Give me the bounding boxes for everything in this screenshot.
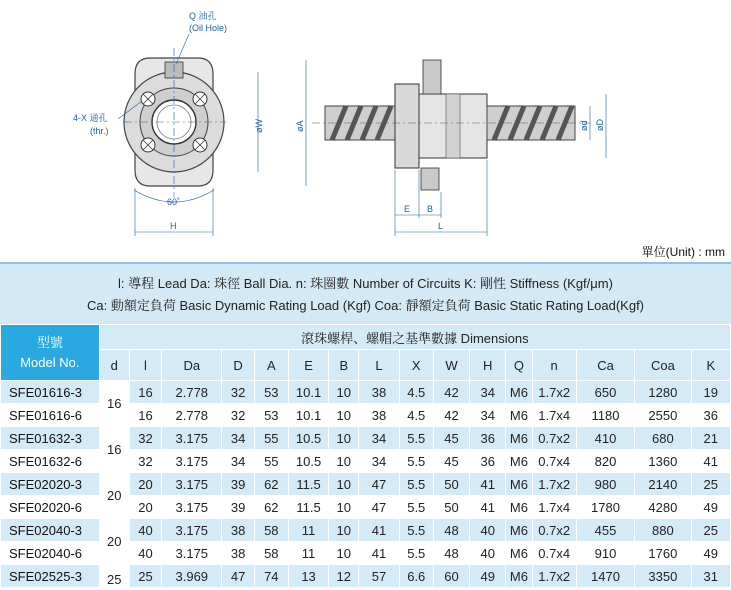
value-cell-l: 16 (129, 404, 161, 427)
value-cell-Ca: 910 (576, 542, 634, 565)
column-header-W: W (433, 350, 469, 381)
value-cell-n: 1.7x2 (532, 473, 576, 496)
value-cell-B: 10 (329, 381, 359, 404)
value-cell-E: 10.5 (288, 450, 328, 473)
table-row (1, 427, 731, 450)
value-cell-n: 1.7x2 (532, 381, 576, 404)
dimensions-title: 滾珠螺桿、螺帽之基準數據 Dimensions (99, 325, 730, 350)
value-cell-Ca: 410 (576, 427, 634, 450)
thru-hole-sub: (thr.) (90, 126, 109, 136)
value-cell-W: 45 (433, 450, 469, 473)
shaft-diameter-cell: 20 (99, 473, 129, 519)
value-cell-W: 48 (433, 542, 469, 565)
value-cell-n: 0.7x2 (532, 427, 576, 450)
value-cell-Coa: 880 (635, 519, 691, 542)
h-dim-label: H (170, 221, 177, 231)
value-cell-B: 10 (329, 519, 359, 542)
value-cell-Q: M6 (506, 542, 532, 565)
value-cell-l: 32 (129, 450, 161, 473)
value-cell-Da: 2.778 (162, 381, 222, 404)
value-cell-D: 38 (222, 519, 254, 542)
value-cell-D: 39 (222, 496, 254, 519)
big-d-dim-label: øD (595, 119, 605, 131)
value-cell-H: 34 (470, 381, 506, 404)
value-cell-l: 25 (129, 565, 161, 588)
value-cell-Ca: 455 (576, 519, 634, 542)
value-cell-E: 10.5 (288, 427, 328, 450)
l-dim-label: L (438, 221, 444, 231)
value-cell-D: 34 (222, 450, 254, 473)
value-cell-Coa: 3350 (635, 565, 691, 588)
value-cell-A: 58 (254, 519, 288, 542)
model-cell: SFE02020-6 (1, 496, 100, 519)
column-header-A: A (254, 350, 288, 381)
model-cell: SFE01616-3 (1, 381, 100, 404)
value-cell-H: 41 (470, 496, 506, 519)
shaft-diameter-cell: 25 (99, 565, 129, 588)
value-cell-B: 10 (329, 473, 359, 496)
table-body (1, 381, 731, 588)
value-cell-Ca: 650 (576, 381, 634, 404)
value-cell-W: 42 (433, 404, 469, 427)
value-cell-D: 39 (222, 473, 254, 496)
angle-label: 60˚ (167, 197, 181, 207)
value-cell-Coa: 2140 (635, 473, 691, 496)
shaft-diameter-cell: 16 (99, 381, 129, 427)
value-cell-n: 0.7x4 (532, 450, 576, 473)
value-cell-H: 36 (470, 427, 506, 450)
value-cell-K: 25 (691, 473, 730, 496)
value-cell-K: 49 (691, 496, 730, 519)
value-cell-Da: 2.778 (162, 404, 222, 427)
legend-box (0, 262, 731, 324)
value-cell-B: 12 (329, 565, 359, 588)
value-cell-l: 32 (129, 427, 161, 450)
value-cell-E: 10.1 (288, 404, 328, 427)
value-cell-Ca: 1180 (576, 404, 634, 427)
value-cell-Coa: 4280 (635, 496, 691, 519)
oil-hole-label: Q 油孔 (189, 11, 217, 21)
value-cell-Da: 3.175 (162, 542, 222, 565)
value-cell-Da: 3.175 (162, 519, 222, 542)
value-cell-L: 38 (359, 381, 399, 404)
value-cell-K: 36 (691, 404, 730, 427)
column-header-Q: Q (506, 350, 532, 381)
value-cell-A: 62 (254, 496, 288, 519)
value-cell-L: 38 (359, 404, 399, 427)
table-row (1, 519, 731, 542)
value-cell-W: 60 (433, 565, 469, 588)
value-cell-K: 49 (691, 542, 730, 565)
model-header-cn: 型號 (36, 334, 63, 350)
value-cell-K: 19 (691, 381, 730, 404)
value-cell-B: 10 (329, 404, 359, 427)
small-d-dim-label: ød (579, 120, 589, 131)
value-cell-Ca: 1470 (576, 565, 634, 588)
model-cell: SFE02040-3 (1, 519, 100, 542)
value-cell-n: 1.7x4 (532, 496, 576, 519)
table-row (1, 473, 731, 496)
value-cell-Q: M6 (506, 565, 532, 588)
value-cell-Ca: 1780 (576, 496, 634, 519)
value-cell-B: 10 (329, 450, 359, 473)
value-cell-A: 74 (254, 565, 288, 588)
model-cell: SFE01632-6 (1, 450, 100, 473)
technical-drawing (0, 0, 731, 240)
value-cell-D: 38 (222, 542, 254, 565)
column-header-d: d (99, 350, 129, 381)
value-cell-L: 41 (359, 542, 399, 565)
column-header-B: B (329, 350, 359, 381)
column-header-E: E (288, 350, 328, 381)
b-dim-label: B (427, 204, 434, 214)
value-cell-A: 55 (254, 450, 288, 473)
value-cell-K: 25 (691, 519, 730, 542)
value-cell-Da: 3.175 (162, 427, 222, 450)
value-cell-A: 58 (254, 542, 288, 565)
value-cell-l: 40 (129, 519, 161, 542)
column-header-L: L (359, 350, 399, 381)
value-cell-A: 55 (254, 427, 288, 450)
value-cell-L: 34 (359, 450, 399, 473)
w-dim-label: øW (254, 119, 264, 133)
value-cell-E: 11 (288, 542, 328, 565)
value-cell-L: 57 (359, 565, 399, 588)
value-cell-l: 16 (129, 381, 161, 404)
a-dim-label: øA (295, 120, 305, 132)
value-cell-n: 1.7x2 (532, 565, 576, 588)
value-cell-B: 10 (329, 542, 359, 565)
column-header-l: l (129, 350, 161, 381)
value-cell-Da: 3.175 (162, 450, 222, 473)
value-cell-X: 4.5 (399, 404, 433, 427)
value-cell-Coa: 1360 (635, 450, 691, 473)
value-cell-l: 20 (129, 473, 161, 496)
value-cell-L: 34 (359, 427, 399, 450)
value-cell-E: 11.5 (288, 496, 328, 519)
value-cell-H: 40 (470, 542, 506, 565)
column-header-X: X (399, 350, 433, 381)
value-cell-Ca: 980 (576, 473, 634, 496)
column-header-Da: Da (162, 350, 222, 381)
value-cell-K: 41 (691, 450, 730, 473)
value-cell-D: 32 (222, 404, 254, 427)
value-cell-X: 5.5 (399, 473, 433, 496)
value-cell-X: 5.5 (399, 450, 433, 473)
value-cell-E: 11 (288, 519, 328, 542)
value-cell-Q: M6 (506, 404, 532, 427)
thru-hole-label: 4-X 通孔 (73, 113, 108, 123)
value-cell-D: 32 (222, 381, 254, 404)
value-cell-n: 1.7x4 (532, 404, 576, 427)
value-cell-B: 10 (329, 427, 359, 450)
shaft-diameter-cell: 16 (99, 427, 129, 473)
value-cell-X: 4.5 (399, 381, 433, 404)
value-cell-E: 10.1 (288, 381, 328, 404)
value-cell-Coa: 1280 (635, 381, 691, 404)
model-header-en: Model No. (20, 354, 80, 370)
value-cell-Q: M6 (506, 427, 532, 450)
model-cell: SFE02020-3 (1, 473, 100, 496)
value-cell-K: 21 (691, 427, 730, 450)
value-cell-X: 6.6 (399, 565, 433, 588)
model-header (1, 325, 100, 381)
value-cell-Da: 3.175 (162, 496, 222, 519)
parameter-header-row (1, 350, 731, 381)
value-cell-L: 47 (359, 496, 399, 519)
value-cell-Q: M6 (506, 496, 532, 519)
value-cell-D: 34 (222, 427, 254, 450)
value-cell-Q: M6 (506, 450, 532, 473)
specification-table (0, 324, 731, 588)
value-cell-X: 5.5 (399, 427, 433, 450)
value-cell-A: 62 (254, 473, 288, 496)
column-header-K: K (691, 350, 730, 381)
value-cell-W: 42 (433, 381, 469, 404)
value-cell-K: 31 (691, 565, 730, 588)
e-dim-label: E (404, 204, 411, 214)
oil-hole-sub: (Oil Hole) (189, 23, 228, 33)
value-cell-X: 5.5 (399, 496, 433, 519)
front-view (73, 10, 264, 236)
unit-label: 單位(Unit) : mm (641, 245, 725, 259)
value-cell-W: 48 (433, 519, 469, 542)
column-header-n: n (532, 350, 576, 381)
table-row (1, 565, 731, 588)
model-cell: SFE01616-6 (1, 404, 100, 427)
column-header-Coa: Coa (635, 350, 691, 381)
value-cell-Da: 3.969 (162, 565, 222, 588)
value-cell-H: 40 (470, 519, 506, 542)
value-cell-Coa: 1760 (635, 542, 691, 565)
value-cell-Coa: 680 (635, 427, 691, 450)
value-cell-W: 45 (433, 427, 469, 450)
model-cell: SFE02525-3 (1, 565, 100, 588)
shaft-diameter-cell: 20 (99, 519, 129, 565)
value-cell-L: 41 (359, 519, 399, 542)
value-cell-l: 40 (129, 542, 161, 565)
value-cell-W: 50 (433, 473, 469, 496)
value-cell-Da: 3.175 (162, 473, 222, 496)
value-cell-B: 10 (329, 496, 359, 519)
value-cell-Q: M6 (506, 473, 532, 496)
value-cell-Q: M6 (506, 381, 532, 404)
table-row (1, 381, 731, 404)
value-cell-A: 53 (254, 404, 288, 427)
column-header-Ca: Ca (576, 350, 634, 381)
model-cell: SFE02040-6 (1, 542, 100, 565)
side-view (295, 60, 606, 236)
value-cell-L: 47 (359, 473, 399, 496)
value-cell-D: 47 (222, 565, 254, 588)
column-header-H: H (470, 350, 506, 381)
value-cell-H: 34 (470, 404, 506, 427)
value-cell-Q: M6 (506, 519, 532, 542)
value-cell-E: 11.5 (288, 473, 328, 496)
value-cell-H: 49 (470, 565, 506, 588)
value-cell-X: 5.5 (399, 519, 433, 542)
value-cell-Ca: 820 (576, 450, 634, 473)
value-cell-E: 13 (288, 565, 328, 588)
legend-line-2: Ca: 動額定負荷 Basic Dynamic Rating Load (Kgf) Coa: 靜額定負荷 Basic Static Rating Load(Kgf) (86, 298, 645, 313)
value-cell-Coa: 2550 (635, 404, 691, 427)
column-header-D: D (222, 350, 254, 381)
legend-line-1: l: 導程 Lead Da: 珠徑 Ball Dia. n: 珠圈數 Number of Circuits K: 剛性 Stiffness (Kgf/μm) (118, 276, 613, 291)
value-cell-A: 53 (254, 381, 288, 404)
value-cell-H: 36 (470, 450, 506, 473)
value-cell-W: 50 (433, 496, 469, 519)
value-cell-n: 0.7x2 (532, 519, 576, 542)
value-cell-X: 5.5 (399, 542, 433, 565)
value-cell-l: 20 (129, 496, 161, 519)
value-cell-n: 0.7x4 (532, 542, 576, 565)
value-cell-H: 41 (470, 473, 506, 496)
model-cell: SFE01632-3 (1, 427, 100, 450)
